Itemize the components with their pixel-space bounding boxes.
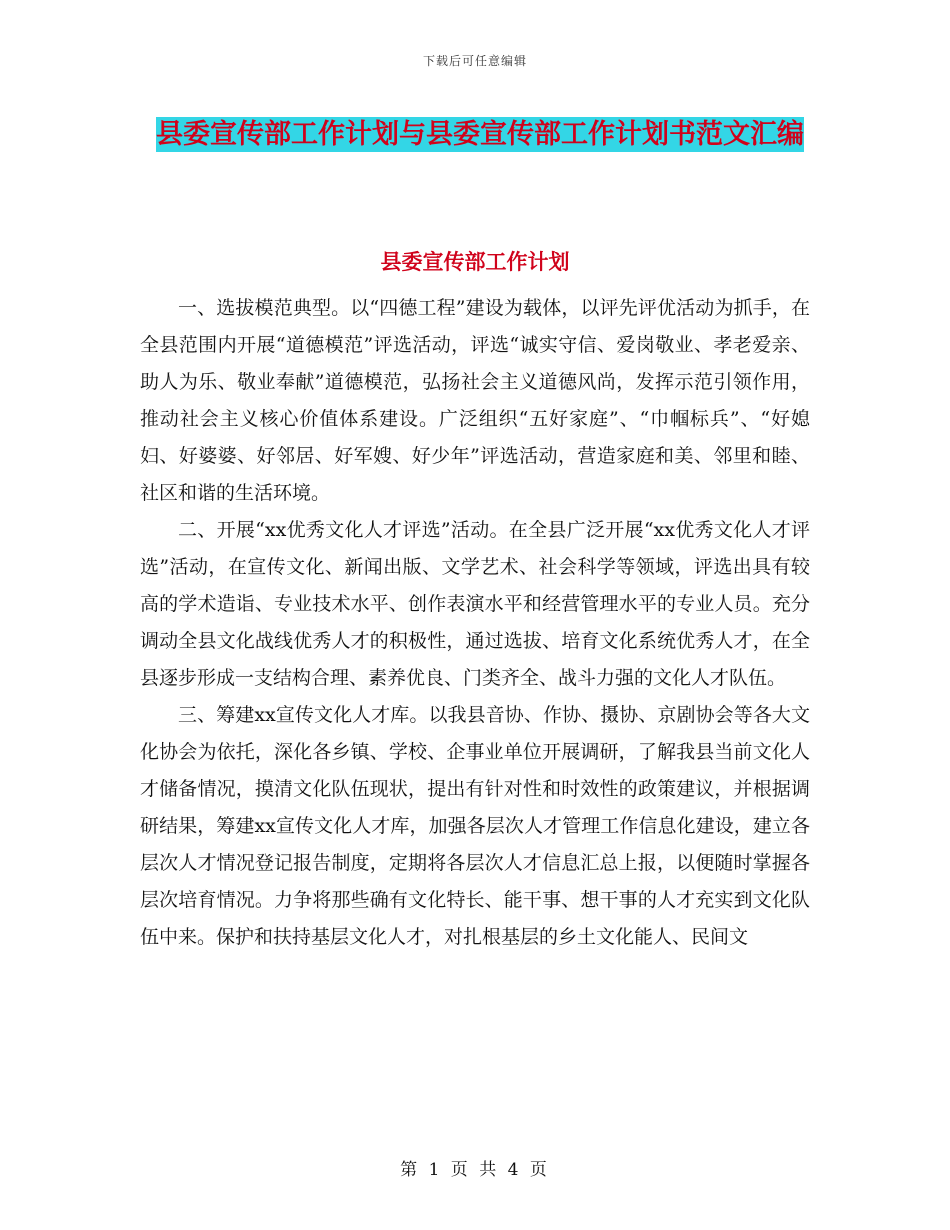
paragraph: 二、开展“xx优秀文化人才评选”活动。在全县广泛开展“xx优秀文化人才评选”活动，在宣传文化、新闻出版、文学艺术、社会科学等领域，评选出具有较高的学术造诣、专业技术水平、创作表演水平和经营管理水平的专业人员。充分调动全县文化战线优秀人才的积极性，通过选拔、培育文化系统优秀人才，在全县逐步形成一支结构合理、素养优良、门类齐全、战斗力强的文化人才队伍。	[140, 519, 810, 689]
paragraph: 三、筹建xx宣传文化人才库。以我县音协、作协、摄协、京剧协会等各大文化协会为依托，深化各乡镇、学校、企事业单位开展调研，了解我县当前文化人才储备情况，摸清文化队伍现状，提出有针对性和时效性的政策建议，并根据调研结果，筹建xx宣传文化人才库，加强各层次人才管理工作信息化建设，建立各层次人才情况登记报告制度，定期将各层次人才信息汇总上报，以便随时掌握各层次培育情况。力争将那些确有文化特长、能干事、想干事的人才充实到文化队伍中来。保护和扶持基层文化人才，对扎根基层的乡土文化能人、民间文	[140, 704, 810, 948]
document-title	[150, 108, 810, 162]
document-title-text: 县委宣传部工作计划与县委宣传部工作计划书范文汇编	[156, 119, 804, 150]
section-heading: 县委宣传部工作计划	[380, 249, 570, 274]
document-body	[140, 290, 810, 956]
page-header-note: 下载后可任意编辑	[422, 54, 527, 68]
page-number: 第 1 页 共 4 页	[400, 1160, 550, 1180]
paragraph: 一、选拔模范典型。以“四德工程”建设为载体，以评先评优活动为抓手，在全县范围内开展“道德模范”评选活动，评选“诚实守信、爱岗敬业、孝老爱亲、助人为乐、敬业奉献”道德模范，弘扬社会主义道德风尚，发挥示范引领作用，推动社会主义核心价值体系建设。广泛组织“五好家庭”、“巾帼标兵”、“好媳妇、好婆婆、好邻居、好军嫂、好少年”评选活动，营造家庭和美、邻里和睦、社区和谐的生活环境。	[140, 297, 810, 504]
